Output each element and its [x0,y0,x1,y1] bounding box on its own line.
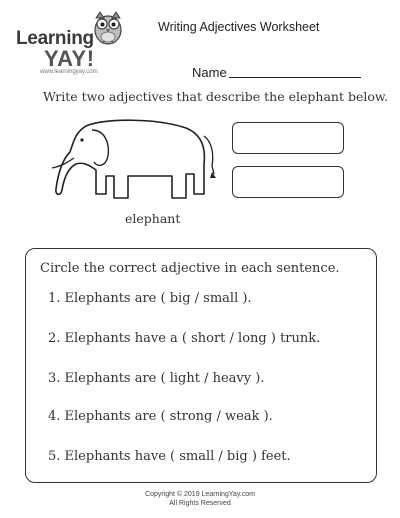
sentence-2: 2. Elephants have a ( short / long ) trunk. [48,331,321,346]
copyright-text: Copyright © 2019 LearningYay.com [145,491,255,498]
owl-icon [88,8,128,46]
name-write-line [229,77,361,78]
rights-text: All Rights Reserved [169,500,231,507]
adjective-answer-box-1[interactable] [232,122,344,154]
elephant-illustration [46,112,221,212]
logo-url: www.learningyay.com [40,69,98,75]
logo-word-learning: Learning [16,28,94,49]
worksheet-title: Writing Adjectives Worksheet [158,20,320,34]
sentence-5: 5. Elephants have ( small / big ) feet. [48,449,291,464]
adjective-answer-box-2[interactable] [232,166,344,198]
section2-heading: Circle the correct adjective in each sentence. [40,261,340,276]
sentence-4: 4. Elephants are ( strong / weak ). [48,409,273,424]
footer [0,490,400,508]
brand-logo [10,8,130,80]
logo-word-yay: YAY! [44,46,95,71]
sentence-3: 3. Elephants are ( light / heavy ). [48,371,265,386]
section1-instruction: Write two adjectives that describe the elephant below. [43,89,389,104]
elephant-label: elephant [125,211,181,226]
name-label: Name [192,65,227,80]
circle-adjective-panel [25,248,377,483]
sentence-1: 1. Elephants are ( big / small ). [48,291,252,306]
